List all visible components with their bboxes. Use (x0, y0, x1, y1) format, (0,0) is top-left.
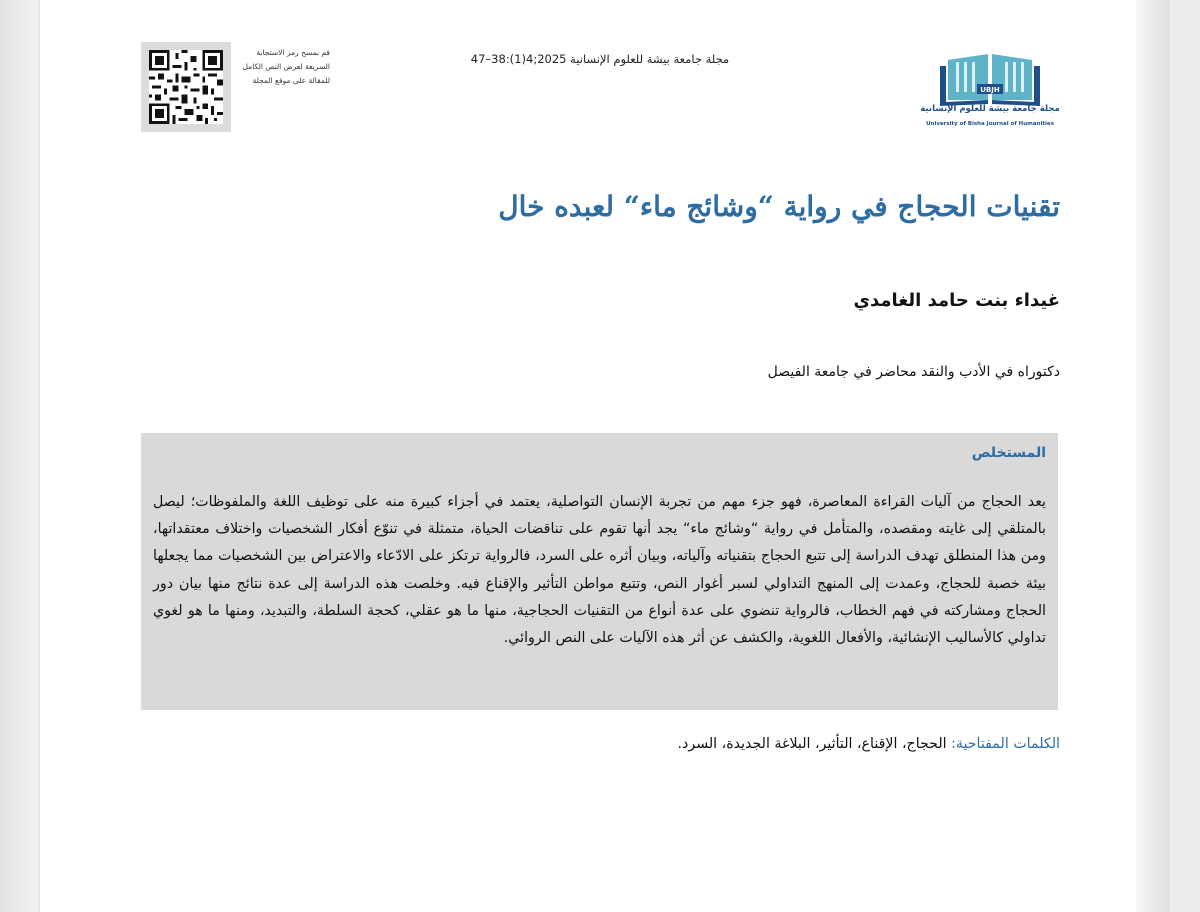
logo-abbr: UBJH (980, 86, 1000, 94)
qr-code-icon (149, 50, 223, 124)
page-edge-shadow (1136, 0, 1168, 912)
logo-arabic-name: مجلة جامعة بيشة للعلوم الإنسانية (920, 104, 1060, 114)
logo-english-name: University of Bisha Journal of Humanities (926, 121, 1054, 127)
article-title: تقنيات الحجاج في رواية “وشائج ماء“ لعبده خال (498, 190, 1060, 223)
journal-logo (920, 48, 1060, 132)
author-name: غيداء بنت حامد الغامدي (853, 290, 1060, 311)
abstract-heading: المستخلص (971, 445, 1046, 461)
keywords (400, 736, 1060, 752)
abstract-text: يعد الحجاج من آليات القراءة المعاصرة، فهو جزء مهم من تجربة الإنسان التواصلية، يعتمد في أجزاء كبيرة منه على توظيف اللغة والملفوظات؛ ليصل بالمتلقي إلى غايته ومقصده، والمتأمل في رواية “وشائج ماء“ يجد أنها تقوم على تناقضات الحياة، متمثلة في تنوّع أفكار الشخصيات واختلاف معتقداتها، ومن هذا المنطلق تهدف الدراسة إلى تتبع الحجاج بتقنياته وآلياته، وبيان أثره على السرد، فالرواية ترتكز على الادّعاء والاعتراض بين الشخصيات مما يجعلها بيئة خصبة للحجاج، وعمدت إلى المنهج التداولي لسبر أغوار النص، وتتبع مواطن التأثير والإقناع فيه. وخلصت هذه الدراسة إلى عدة نتائج منها بيان دور الحجاج ومشاركته في فهم الخطاب، فالرواية تنضوي على عدة أنواع من التقنيات الحجاجية، منها ما هو عقلي، كحجة السلطة، والتبديد، ومنها ما هو لغوي تداولي كالأساليب الإنشائية، والأفعال اللغوية، والكشف عن أثر هذه الآليات على النص الروائي. (153, 494, 1046, 647)
viewer-background-left (0, 0, 40, 912)
book-icon (940, 54, 1040, 106)
keywords-label: الكلمات المفتاحية: (946, 736, 1060, 752)
qr-code[interactable] (141, 42, 231, 132)
qr-caption: قم بمسح رمز الاستجابة السريعة لعرض النص الكامل للمقالة على موقع المجلة (242, 48, 330, 85)
author-affiliation: دكتوراه في الأدب والنقد محاضر في جامعة الفيصل (767, 364, 1060, 380)
journal-reference: مجلة جامعة بيشة للعلوم الإنسانية 2025;4(1):38–47 (470, 52, 730, 66)
abstract-box (141, 433, 1058, 710)
keywords-list: الحجاج، الإقناع، التأثير، البلاغة الجديدة، السرد. (677, 736, 947, 752)
